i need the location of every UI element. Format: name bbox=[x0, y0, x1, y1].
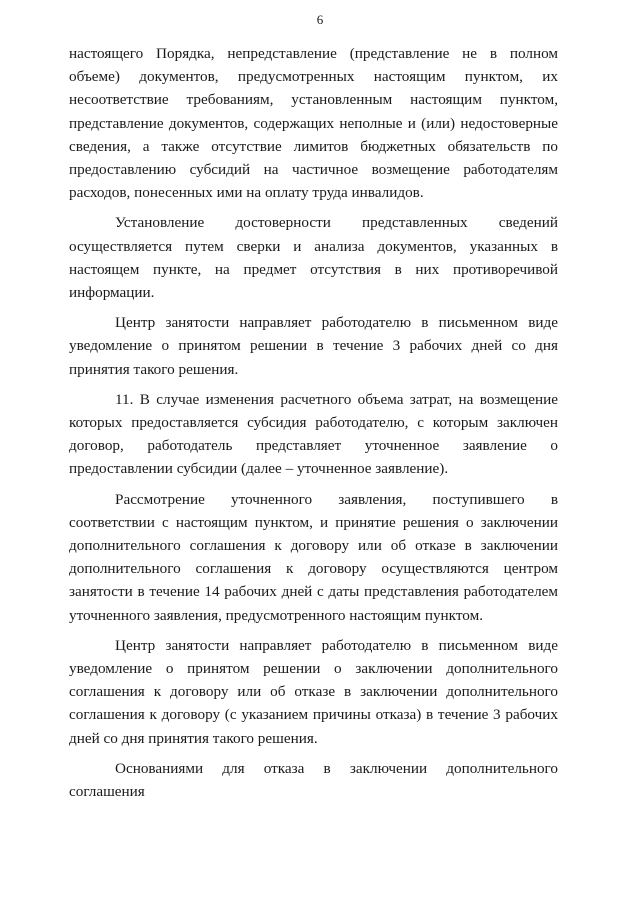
paragraph-continued: настоящего Порядка, непредставление (представление не в полном объеме) документов, предусмотренных настоящим пунктом, их несоответствие требованиям, установленным настоящим пунктом, представление документов, содержащих неполные и (или) недостоверные сведения, а также отсутствие лимитов бюджетных обязательств по предоставлению субсидий на частичное возмещение работодателям расходов, понесенных ими на оплату труда инвалидов. bbox=[69, 45, 558, 202]
page-number: 6 bbox=[316, 12, 324, 27]
paragraph-review: Рассмотрение уточненного заявления, поступившего в соответствии с настоящим пунктом, и принятие решения о заключении дополнительного соглашения к договору или об отказе в заключении дополнительного соглашения к договору осуществляются центром занятости в течение 14 рабочих дней с даты представления работодателем уточненного заявления, предусмотренного настоящим пунктом. bbox=[69, 490, 558, 624]
paragraph-clause-11: 11. В случае изменения расчетного объема затрат, на возмещение которых предоставляется субсидия работодателю, с которым заключен договор, работодатель представляет уточненное заявление о предоставлении субсидии (далее – уточненное заявление). bbox=[69, 390, 558, 478]
document-body bbox=[69, 42, 558, 810]
paragraph-verification: Установление достоверности представленных сведений осуществляется путем сверки и анализа документов, указанных в настоящем пункте, на предмет отсутствия в них противоречивой информации. bbox=[69, 214, 558, 302]
paragraph-refusal-grounds: Основаниями для отказа в заключении дополнительного соглашения bbox=[69, 759, 558, 801]
paragraph-notification-agreement: Центр занятости направляет работодателю в письменном виде уведомление о принятом решении о заключении дополнительного соглашения к договору или об отказе в заключении дополнительного соглашения к договору (с указанием причины отказа) в течение 3 рабочих дней со дня принятия такого решения. bbox=[69, 636, 558, 747]
paragraph-notification: Центр занятости направляет работодателю в письменном виде уведомление о принятом решении в течение 3 рабочих дней со дня принятия такого решения. bbox=[69, 314, 558, 378]
